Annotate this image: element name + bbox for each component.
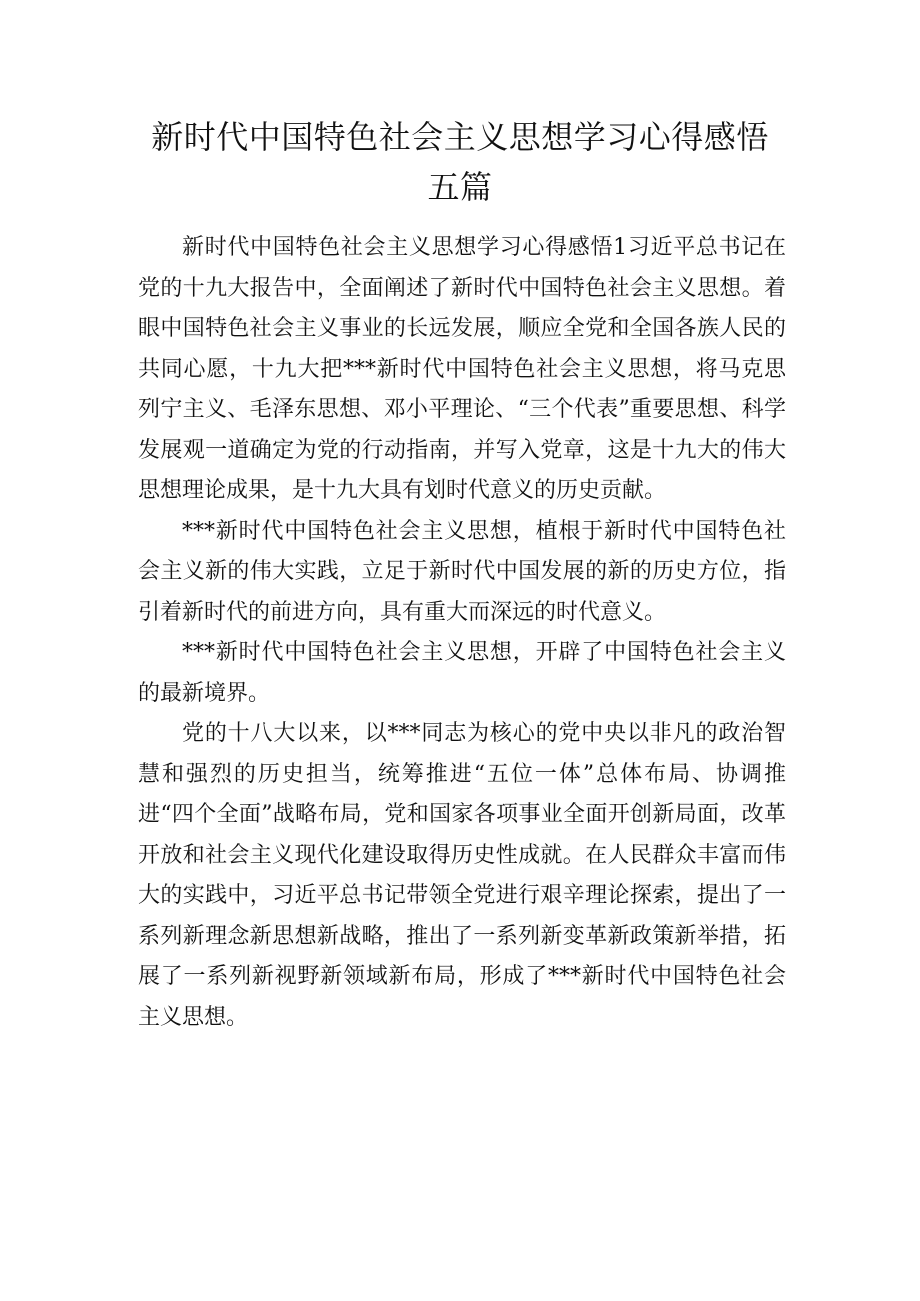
document-body [138, 228, 786, 1038]
paragraph: 新时代中国特色社会主义思想学习心得感悟1习近平总书记在党的十九大报告中，全面阐述了新时代中国特色社会主义思想。着眼中国特色社会主义事业的长远发展，顺应全党和全国各族人民的共同心愿，十九大把***新时代中国特色社会主义思想，将马克思列宁主义、毛泽东思想、邓小平理论、“三个代表”重要思想、科学发展观一道确定为党的行动指南，并写入党章，这是十九大的伟大思想理论成果，是十九大具有划时代意义的历史贡献。 [138, 235, 786, 503]
document-title: 新时代中国特色社会主义思想学习心得感悟五篇 [151, 118, 769, 206]
paragraph: 党的十八大以来，以***同志为核心的党中央以非凡的政治智慧和强烈的历史担当，统筹推进“五位一体”总体布局、协调推进“四个全面”战略布局，党和国家各项事业全面开创新局面，改革开放和社会主义现代化建设取得历史性成就。在人民群众丰富而伟大的实践中，习近平总书记带领全党进行艰辛理论探索，提出了一系列新理念新思想新战略，推出了一系列新变革新政策新举措，拓展了一系列新视野新领域新布局，形成了***新时代中国特色社会主义思想。 [138, 721, 786, 1030]
paragraph: ***新时代中国特色社会主义思想，开辟了中国特色社会主义的最新境界。 [138, 640, 786, 706]
paragraph: ***新时代中国特色社会主义思想，植根于新时代中国特色社会主义新的伟大实践，立足于新时代中国发展的新的历史方位，指引着新时代的前进方向，具有重大而深远的时代意义。 [138, 518, 786, 625]
